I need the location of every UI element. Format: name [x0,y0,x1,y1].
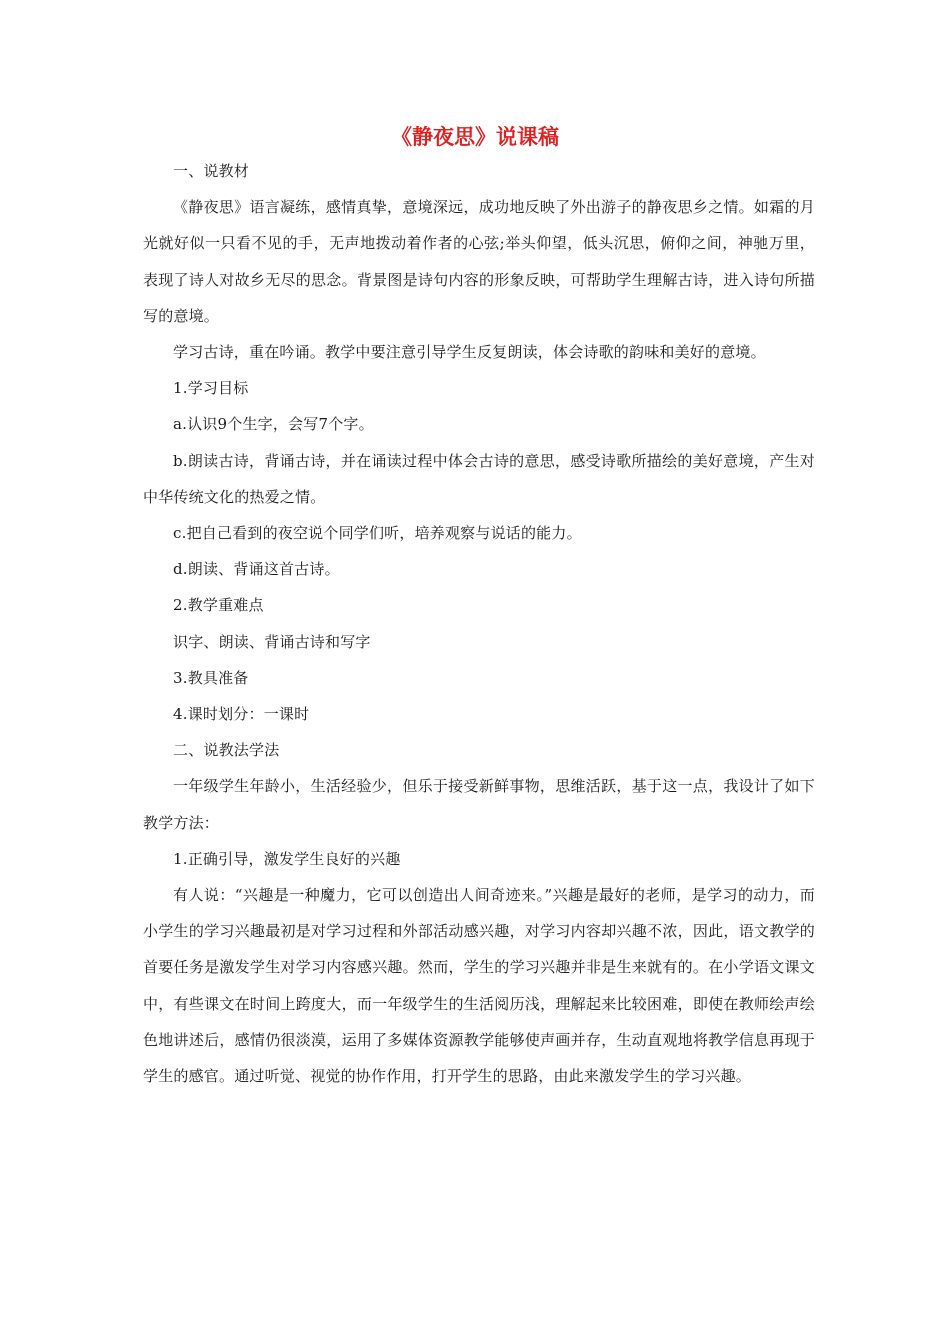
list-item: b.朗读古诗，背诵古诗，并在诵读过程中体会古诗的意思，感受诗歌所描绘的美好意境，产生对中华传统文化的热爱之情。 [143,451,815,506]
list-item: a.认识9个生字，会写7个字。 [173,415,374,434]
subheading-key-points: 2.教学重难点 [173,596,264,615]
list-item: c.把自己看到的夜空说个同学们听，培养观察与说话的能力。 [173,524,582,543]
subheading-materials: 3.教具准备 [173,668,249,687]
section-heading-methods: 二、说教法学法 [173,741,280,760]
document-body [143,153,815,1094]
section-heading-textbook: 一、说教材 [173,162,250,180]
paragraph: 《静夜思》语言凝练，感情真挚，意境深远，成功地反映了外出游子的静夜思乡之情。如霜的月光就好似一只看不见的手，无声地拨动着作者的心弦;举头仰望，低头沉思，俯仰之间，神驰万里，表现了诗人对故乡无尽的思念。背景图是诗句内容的形象反映，可帮助学生理解古诗，进入诗句所描写的意境。 [143,198,815,325]
subheading-learning-goals: 1.学习目标 [173,379,249,398]
list-item: d.朗读、背诵这首古诗。 [173,560,340,579]
subheading-schedule: 4.课时划分：一课时 [173,705,310,724]
paragraph: 识字、朗读、背诵古诗和写字 [173,632,371,651]
paragraph: 学习古诗，重在吟诵。教学中要注意引导学生反复朗读，体会诗歌的韵味和美好的意境。 [173,343,766,362]
subheading-guidance: 1.正确引导，激发学生良好的兴趣 [173,849,401,868]
paragraph: 有人说：“兴趣是一种魔力，它可以创造出人间奇迹来。”兴趣是最好的老师，是学习的动力，而小学生的学习兴趣最初是对学习过程和外部活动感兴趣，对学习内容却兴趣不浓，因此，语文教学的首要任务是激发学生对学习内容感兴趣。然而，学生的学习兴趣并非是生来就有的。在小学语文课文中，有些课文在时间上跨度大，而一年级学生的生活阅历浅，理解起来比较困难，即使在教师绘声绘色地讲述后，感情仍很淡漠，运用了多媒体资源教学能够使声画并存，生动直观地将教学信息再现于学生的感官。通过听觉、视觉的协作作用，打开学生的思路，由此来激发学生的学习兴趣。 [143,886,815,1086]
document-title: 《静夜思》说课稿 [391,124,559,149]
paragraph: 一年级学生年龄小，生活经验少，但乐于接受新鲜事物，思维活跃，基于这一点，我设计了如下教学方法： [143,777,815,832]
